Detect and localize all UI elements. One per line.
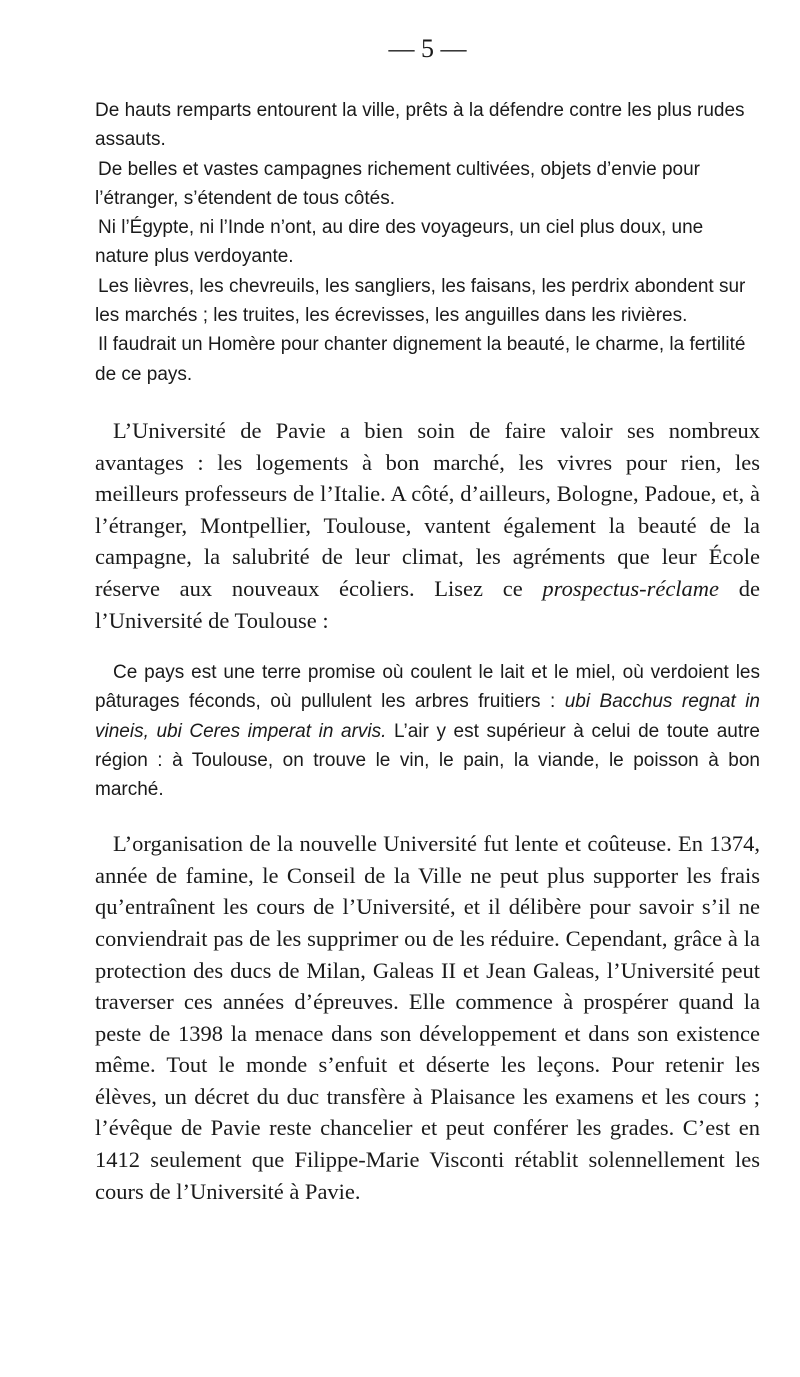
- quote-paragraph-2: De belles et vastes campagnes richement cultivées, objets d’envie pour l’étranger, s’étendent de tous côtés.: [95, 158, 700, 209]
- body-paragraph-1-text: [95, 415, 760, 636]
- quote-paragraph-5: Il faudrait un Homère pour chanter dignement la beauté, le charme, la fertilité de ce pays.: [95, 334, 746, 385]
- body1-italic-term: prospectus-réclame: [542, 575, 720, 601]
- body1-text-after: de l’Université de Toulouse :: [95, 575, 760, 633]
- page-number: — 5 —: [388, 34, 467, 63]
- quote2-text-after: L’air y est supérieur à celui de toute autre région : à Toulouse, on trouve le vin, le pain, la viande, le poisson à bon marché.: [95, 720, 761, 800]
- quote-paragraph-1: De hauts remparts entourent la ville, prêts à la défendre contre les plus rudes assauts.: [95, 100, 745, 151]
- quote2-latin-phrase: ubi Bacchus regnat in vineis, ubi Ceres imperat in arvis.: [95, 691, 760, 742]
- quoted-toulouse-prospectus: [95, 658, 760, 804]
- body-paragraph-organisation: [95, 828, 760, 1207]
- book-page: [95, 32, 760, 1207]
- quote-paragraph-3: Ni l’Égypte, ni l’Inde n’ont, au dire des voyageurs, un ciel plus doux, une nature plus verdoyante.: [95, 217, 704, 268]
- quote2-text-before: Ce pays est une terre promise où coulent le lait et le miel, où verdoient les pâturages féconds, où pullulent les arbres fruitiers :: [95, 662, 760, 713]
- quote2-text: [95, 658, 760, 804]
- quote-paragraph-4: Les lièvres, les chevreuils, les sangliers, les faisans, les perdrix abondent sur les marchés ; les truites, les écrevisses, les anguilles dans les rivières.: [95, 275, 746, 327]
- body-paragraph-2-text: L’organisation de la nouvelle Université fut lente et coûteuse. En 1374, année de famine, le Conseil de la Ville ne peut plus supporter les frais qu’entraînent les cours de l’Université, et il délibère pour savoir s’il ne conviendrait pas de les supprimer ou de les réduire. Cependant, grâce à la protection des ducs de Milan, Galeas II et Jean Galeas, l’Université peut traverser ces années d’épreuves. Elle commence à prospérer quand la peste de 1398 la menace dans son développement et dans son existence même. Tout le monde s’enfuit et déserte les leçons. Pour retenir les élèves, un décret du duc transfère à Plaisance les examens et les cours ; l’évêque de Pavie reste chancelier et peut conférer les grades. C’est en 1412 seulement que Filippe-Marie Visconti rétablit solennellement les cours de l’Université à Pavie.: [95, 831, 760, 1204]
- quoted-description: [95, 96, 760, 389]
- body-paragraph-university-advantages: [95, 415, 760, 636]
- body1-text-before: L’Université de Pavie a bien soin de faire valoir ses nombreux avantages : les logements à bon marché, les vivres pour rien, les meilleurs professeurs de l’Italie. A côté, d’ailleurs, Bologne, Padoue, et, à l’étranger, Montpellier, Toulouse, vantent également la beauté de la campagne, la salubrité de leur climat, les agréments que leur École réserve aux nouveaux écoliers. Lisez ce: [95, 417, 760, 601]
